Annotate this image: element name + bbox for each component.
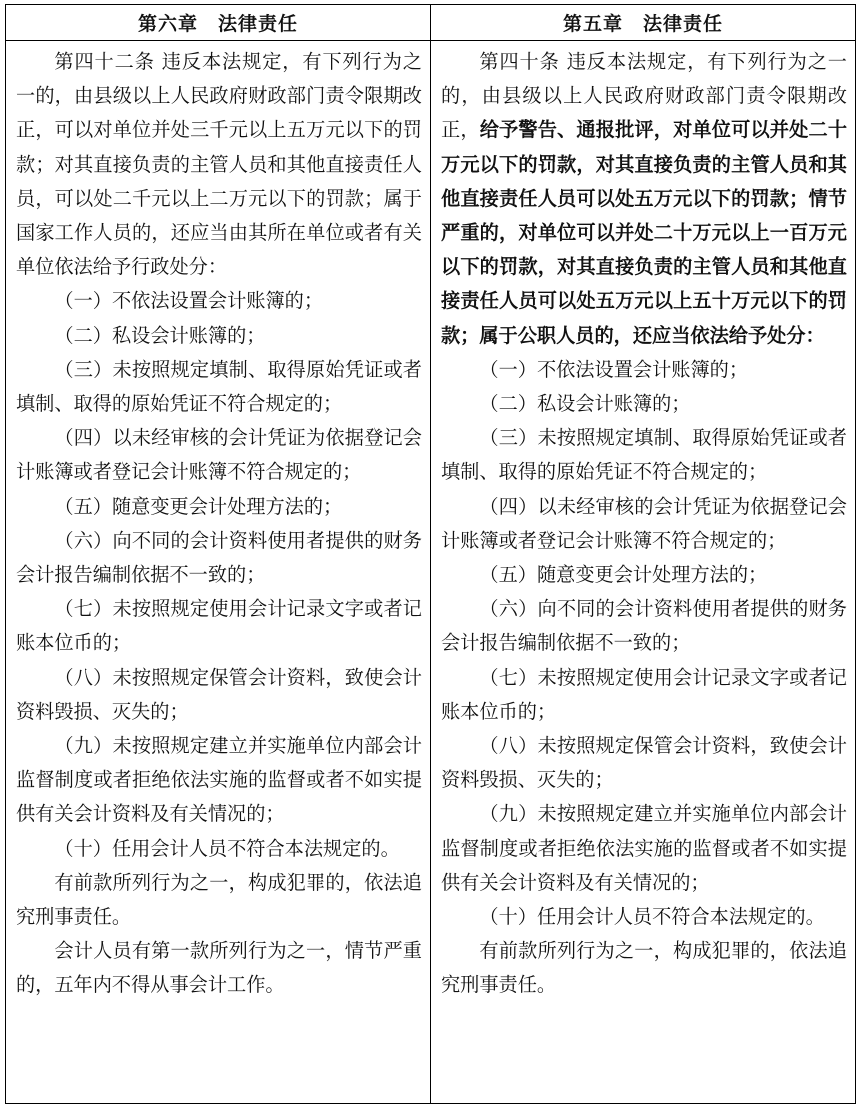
left-item-7: （七）未按照规定使用会计记录文字或者记账本位币的； (16, 597, 422, 655)
left-criminal-liability: 有前款所列行为之一，构成犯罪的，依法追究刑事责任。 (16, 870, 422, 929)
right-item-5: （五）随意变更会计处理方法的； (479, 563, 768, 587)
left-item-1: （一）不依法设置会计账簿的； (54, 289, 324, 313)
left-item-3: （三）未按照规定填制、取得原始凭证或者填制、取得的原始凭证不符合规定的； (16, 357, 422, 416)
left-item-9: （九）未按照规定建立并实施单位内部会计监督制度或者拒绝依法实施的监督或者不如实提供有关会计资料及有关情况的； (16, 734, 422, 826)
left-item-10: （十）任用会计人员不符合本法规定的。 (54, 836, 400, 860)
right-criminal-liability: 有前款所列行为之一，构成犯罪的，依法追究刑事责任。 (441, 939, 847, 997)
right-item-6: （六）向不同的会计资料使用者提供的财务会计报告编制依据不一致的； (441, 597, 847, 655)
left-column-title: 第六章 法律责任 (137, 13, 298, 35)
right-intro-plain: 第四十条 违反本法规定，有下列行为之一的，由县级以上人民政府财政部门责令限期改正， (441, 50, 847, 142)
left-item-4: （四）以未经审核的会计凭证为依据登记会计账簿或者登记会计账簿不符合规定的； (16, 426, 422, 484)
right-item-3: （三）未按照规定填制、取得原始凭证或者填制、取得的原始凭证不符合规定的； (441, 426, 847, 484)
right-intro-bold-amendment: 给予警告、通报批评，对单位可以并处二十万元以下的罚款，对其直接负责的主管人员和其他直接责任人员可以处五万元以下的罚款；情节严重的，对单位可以并处二十万元以上一百万元以下的罚款，对其直接负责的主管人员和其他直接责任人员可以处五万元以上五十万元以下的罚款；属于公职人员的，还应当依法给予处分： (441, 118, 848, 347)
right-item-4: （四）以未经审核的会计凭证为依据登记会计账簿或者登记会计账簿不符合规定的； (441, 494, 847, 552)
left-item-5: （五）随意变更会计处理方法的； (54, 494, 343, 518)
right-item-2: （二）私设会计账簿的； (479, 392, 691, 416)
right-column-title: 第五章 法律责任 (430, 5, 855, 40)
right-item-1: （一）不依法设置会计账簿的； (479, 357, 749, 381)
left-article-intro: 第四十二条 违反本法规定，有下列行为之一的，由县级以上人民政府财政部门责令限期改正，可以对单位并处三千元以上五万元以下的罚款；对其直接负责的主管人员和其他直接责任人员，可以处二千元以上二万元以下的罚款；属于国家工作人员的，还应当由其所在单位或者有关单位依法给予行政处分： (16, 50, 422, 279)
table-body-row (6, 41, 855, 1103)
right-item-9: （九）未按照规定建立并实施单位内部会计监督制度或者拒绝依法实施的监督或者不如实提供有关会计资料及有关情况的； (441, 802, 847, 894)
right-item-7: （七）未按照规定使用会计记录文字或者记账本位币的； (441, 665, 847, 723)
left-practice-ban: 会计人员有第一款所列行为之一，情节严重的，五年内不得从事会计工作。 (16, 939, 422, 997)
right-item-10: （十）任用会计人员不符合本法规定的。 (479, 905, 825, 929)
table-header-row (6, 5, 855, 41)
right-column-new-law (430, 41, 855, 1103)
comparison-table (5, 4, 856, 1104)
left-item-8: （八）未按照规定保管会计资料，致使会计资料毁损、灭失的； (16, 665, 422, 723)
right-item-8: （八）未按照规定保管会计资料，致使会计资料毁损、灭失的； (441, 734, 847, 792)
right-article-intro (441, 45, 847, 353)
left-item-6: （六）向不同的会计资料使用者提供的财务会计报告编制依据不一致的； (16, 528, 422, 587)
left-column-old-law (6, 41, 430, 1103)
left-item-2: （二）私设会计账簿的； (54, 323, 266, 347)
